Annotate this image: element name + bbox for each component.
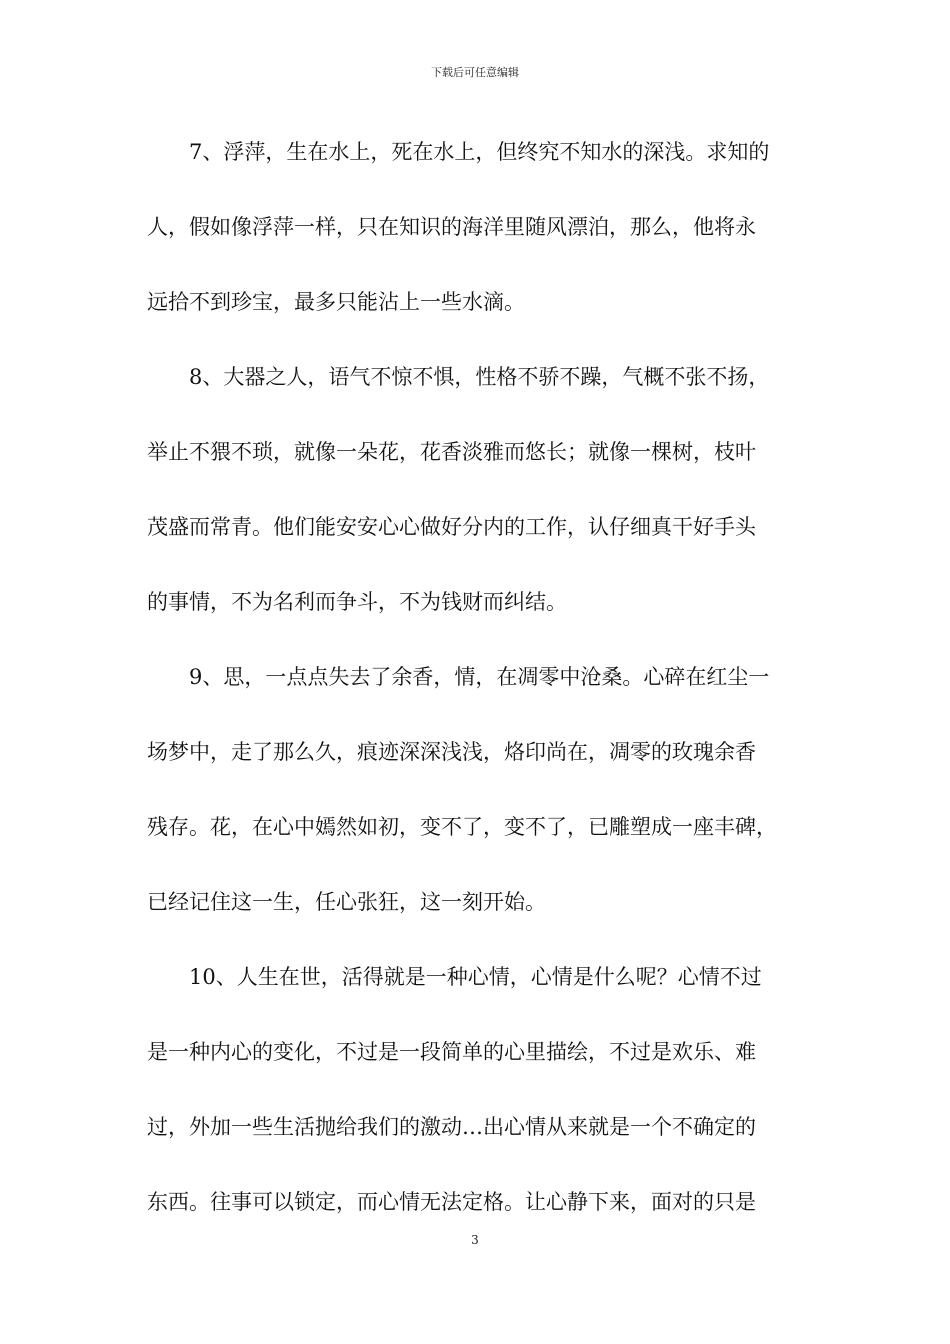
paragraph-8 <box>147 353 807 653</box>
paragraph-line: 茂盛而常青。他们能安安心心做好分内的工作，认仔细真干好手头 <box>147 515 756 539</box>
paragraph-7 <box>147 128 807 353</box>
paragraph-line: 人，假如像浮萍一样，只在知识的海洋里随风漂泊，那么，他将永 <box>147 215 756 239</box>
paragraph-line: 是一种内心的变化，不过是一段简单的心里描绘，不过是欢乐、难 <box>147 1040 756 1064</box>
page-number: 3 <box>471 1233 479 1247</box>
paragraph-line: 远拾不到珍宝，最多只能沾上一些水滴。 <box>147 290 525 314</box>
paragraph-10 <box>147 953 807 1253</box>
paragraph-line: 残存。花，在心中嫣然如初，变不了，变不了，已雕塑成一座丰碑， <box>147 815 777 839</box>
paragraph-line: 8、大器之人，语气不惊不惧，性格不骄不躁，气概不张不扬， <box>189 365 770 389</box>
paragraph-line: 东西。往事可以锁定，而心情无法定格。让心静下来，面对的只是 <box>147 1190 756 1214</box>
paragraph-line: 已经记住这一生，任心张狂，这一刻开始。 <box>147 890 546 914</box>
paragraph-line: 9、思，一点点失去了余香，情，在凋零中沧桑。心碎在红尘一 <box>189 665 770 689</box>
page-header: 下载后可任意编辑 <box>431 66 519 79</box>
document-body <box>147 128 807 1253</box>
paragraph-line: 举止不猥不琐，就像一朵花，花香淡雅而悠长；就像一棵树，枝叶 <box>147 440 756 464</box>
paragraph-line: 过，外加一些生活抛给我们的激动…出心情从来就是一个不确定的 <box>147 1115 756 1139</box>
paragraph-line: 10、人生在世，活得就是一种心情，心情是什么呢？心情不过 <box>189 965 762 989</box>
paragraph-line: 的事情，不为名利而争斗，不为钱财而纠结。 <box>147 590 567 614</box>
paragraph-line: 场梦中，走了那么久，痕迹深深浅浅，烙印尚在，凋零的玫瑰余香 <box>147 740 756 764</box>
paragraph-line: 7、浮萍，生在水上，死在水上，但终究不知水的深浅。求知的 <box>189 140 770 164</box>
paragraph-9 <box>147 653 807 953</box>
